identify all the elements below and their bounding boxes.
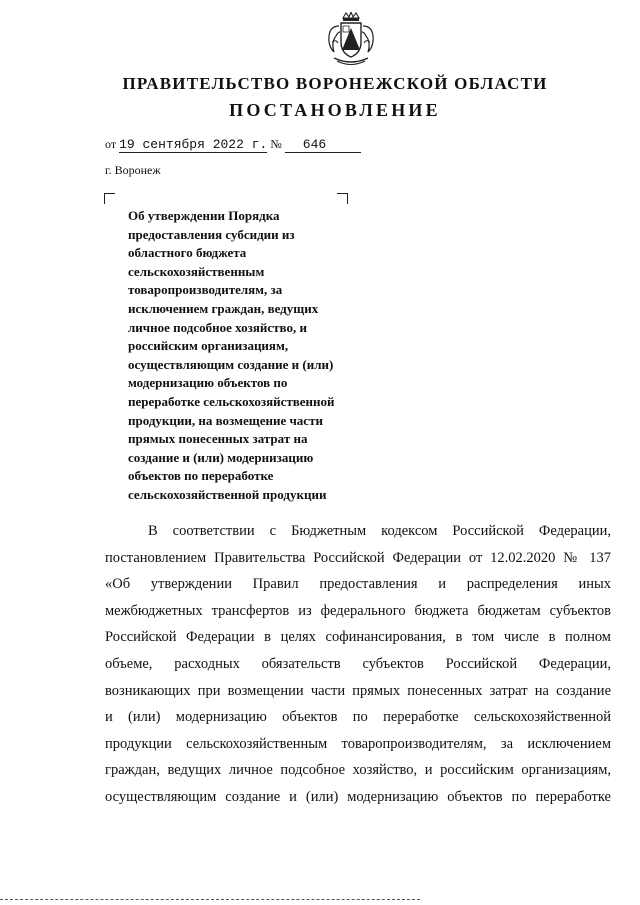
body-line: граждан, ведущих личное подсобное хозяйство, и российским организациям, [105,762,611,779]
subject-line: сельскохозяйственной продукции [128,486,327,502]
body-line: возникающих при возмещении части прямых понесенных затрат на создание [105,682,611,699]
subject-line: сельскохозяйственным [128,263,265,279]
subject-line: модернизацию объектов по [128,375,288,391]
subject-line: предоставления субсидии из [128,226,295,242]
government-title: ПРАВИТЕЛЬСТВО ВОРОНЕЖСКОЙ ОБЛАСТИ [122,74,548,93]
document-subject [128,207,388,505]
body-line: постановлением Правительства Российской Федерации от 12.02.2020 № 137 [105,549,611,566]
subject-line: Об утверждении Порядка [128,208,280,223]
subject-line: продукции, на возмещение части [128,412,323,428]
subject-line: областного бюджета [128,245,247,261]
body-line: Российской Федерации в целях софинансирования, в том числе в полном [105,629,611,646]
number-prefix: № [270,137,282,151]
body-line: межбюджетных трансфертов из федерального бюджета бюджетам субъектов [105,602,611,619]
subject-line: переработке сельскохозяйственной [128,393,335,409]
footer-divider [0,899,420,900]
subject-line: осуществляющим создание и (или) [128,356,334,372]
date-value: 19 сентября 2022 г. [119,137,268,152]
subject-line: объектов по переработке [128,468,274,484]
number-value: 646 [285,137,361,153]
subject-line: исключением граждан, ведущих [128,300,319,316]
date-number-line [105,137,361,153]
subject-line: товаропроизводителям, за [128,282,283,298]
subject-line: личное подсобное хозяйство, и [128,319,307,335]
body-line: В соответствии с Бюджетным кодексом Российской Федерации, [148,523,611,539]
body-line: и (или) модернизацию объектов по переработке сельскохозяйственной [105,709,611,726]
body-paragraph [105,518,611,811]
city: г. Воронеж [105,163,161,177]
subject-line: прямых понесенных затрат на [128,431,308,447]
subject-line: российским организациям, [128,338,289,354]
corner-bracket-left [104,193,115,204]
date-prefix: от [105,137,117,151]
document-type: ПОСТАНОВЛЕНИЕ [229,100,441,120]
body-line: осуществляющим создание и (или) модернизацию объектов по переработке [105,788,611,805]
body-line: «Об утверждении Правил предоставления и распределения иных [105,576,611,593]
coat-of-arms-icon [326,12,376,68]
body-line: объеме, расходных обязательств субъектов Российской Федерации, [105,655,611,672]
body-line: продукции сельскохозяйственным товаропроизводителям, за исключением [105,735,611,752]
corner-bracket-right [337,193,348,204]
subject-line: создание и (или) модернизацию [128,449,314,465]
